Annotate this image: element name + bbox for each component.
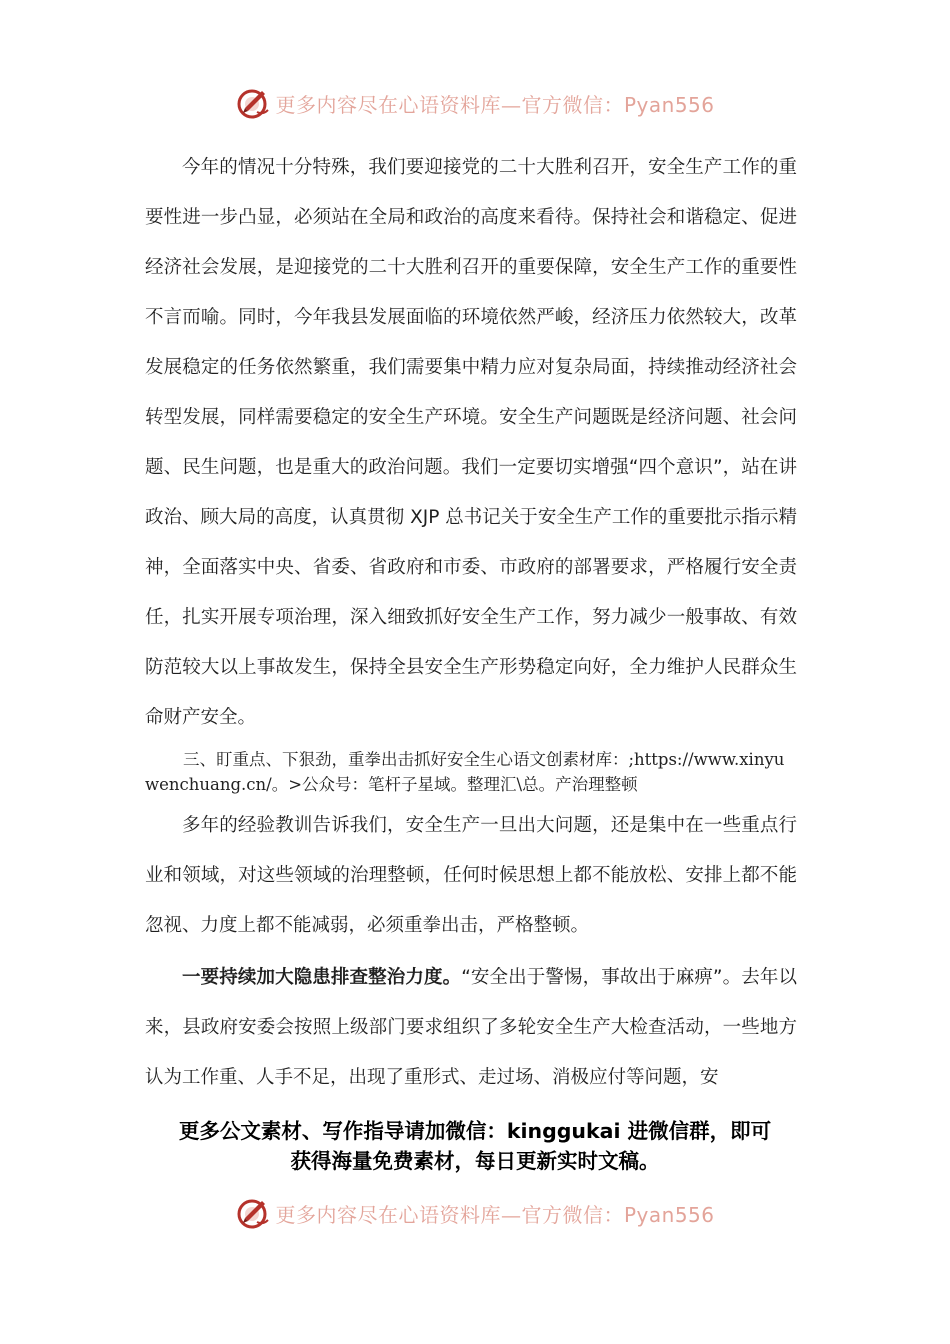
section-heading-three: 三、盯重点、下狠劲，重拳出击抓好安全生心语文创素材库：;https://www.xinyuwenchuang.cn/。>公众号：笔杆子星域。整理汇\总。产治理整顿 xyxy=(145,750,785,794)
banner-text: 更多内容尽在心语资料库—官方微信：Pyan556 xyxy=(275,1202,715,1227)
paragraph-importance: 今年的情况十分特殊，我们要迎接党的二十大胜利召开，安全生产工作的重要性进一步凸显，必须站在全局和政治的高度来看待。保持社会和谐稳定、促进经济社会发展，是迎接党的二十大胜利召开的重要保障，安全生产工作的重要性不言而喻。同时，今年我县发展面临的环境依然严峻，经济压力依然较大，改革发展稳定的任务依然繁重，我们需要集中精力应对复杂局面，持续推动经济社会转型发展，同样需要稳定的安全生产环境。安全生产问题既是经济问题、社会问题、民生问题，也是重大的政治问题。我们一定要切实增强“四个意识”，站在讲政治、顾大局的高度，认真贯彻 XJP 总书记关于安全生产工作的重要批示指示精神，全面落实中央、省委、省政府和市委、市政府的部署要求，严格履行安全责任，扎实开展专项治理，深入细致抓好安全生产工作，努力减少一般事故、有效防范较大以上事故发生，保持全县安全生产形势稳定向好，全力维护人民群众生命财产安全。 xyxy=(145,157,797,728)
writing-hand-logo-icon xyxy=(235,1195,271,1231)
banner-text: 更多内容尽在心语资料库—官方微信：Pyan556 xyxy=(275,92,715,117)
point-one-text: “安全出于警惕，事故出于麻痹”。去年以来，县政府安委会按照上级部门要求组织了多轮安全生产大检查活动，一些地方认为工作重、人手不足，出现了重形式、走过场、消极应付等问题，安 xyxy=(145,967,797,1088)
promo-notice xyxy=(135,1116,815,1176)
promo-line-1: 更多公文素材、写作指导请加微信：kinggukai 进微信群，即可 xyxy=(178,1119,772,1143)
writing-hand-logo-icon xyxy=(235,85,271,121)
paragraph-lessons: 多年的经验教训告诉我们，安全生产一旦出大问题，还是集中在一些重点行业和领域，对这些领域的治理整顿，任何时候思想上都不能放松、安排上都不能忽视、力度上都不能减弱，必须重拳出击，严格整顿。 xyxy=(145,815,797,936)
promo-line-2: 获得海量免费素材，每日更新实时文稿。 xyxy=(290,1149,660,1173)
footer-banner xyxy=(0,1193,950,1233)
wechat-handle: Pyan556 xyxy=(623,1202,715,1227)
document-body xyxy=(145,143,797,1103)
paragraph-hazard-inspection xyxy=(145,953,797,1103)
wechat-handle: Pyan556 xyxy=(623,92,715,117)
point-one-lead: 一要持续加大隐患排查整治力度。 xyxy=(182,967,462,988)
header-banner xyxy=(0,83,950,123)
